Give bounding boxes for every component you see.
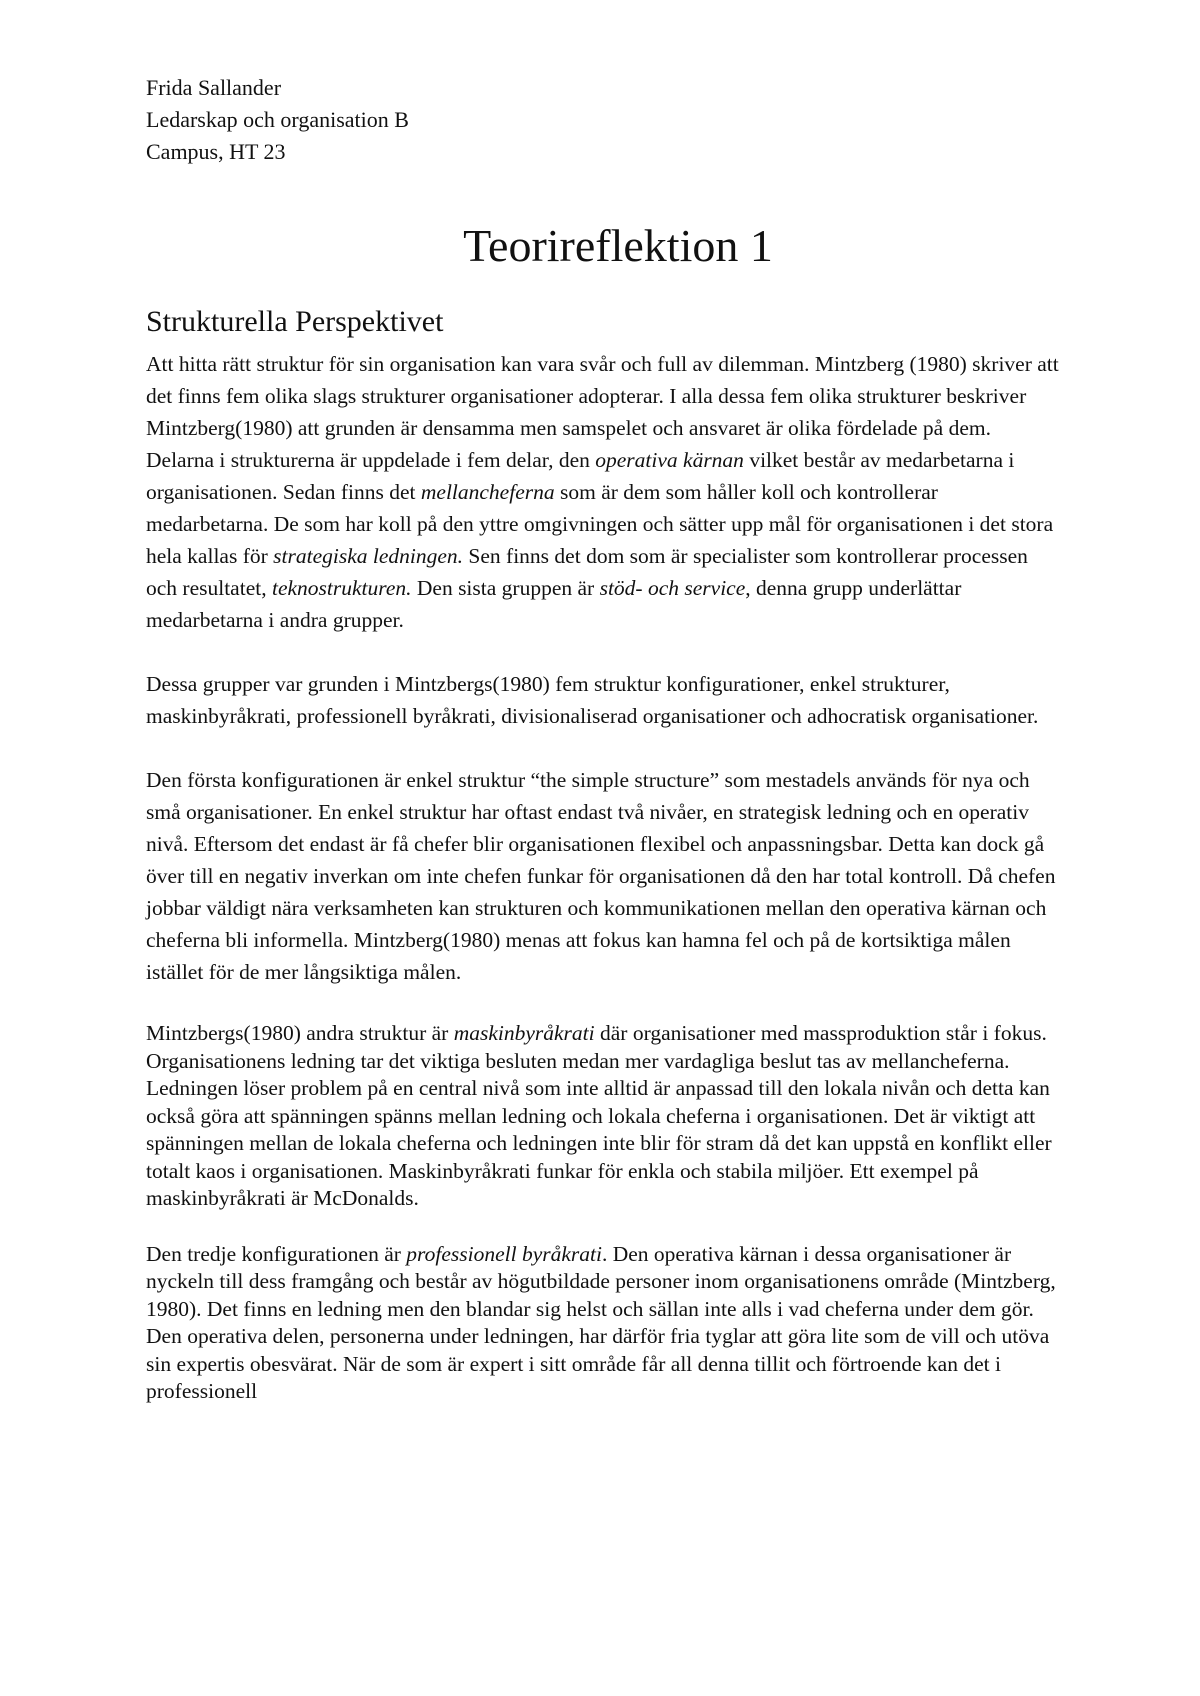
paragraph-1-text-d: Sen finns det dom som är specialister som kontrollerar processen och resultatet, <box>146 544 1028 600</box>
term-mellancheferna: mellancheferna <box>420 480 555 504</box>
term-teknostrukturen: teknostrukturen. <box>271 576 412 600</box>
document-title: Teorireflektion 1 <box>463 220 773 271</box>
term-strategiska-ledningen: strategiska ledningen. <box>273 544 464 568</box>
paragraph-5-text-a: Den tredje konfigurationen är <box>146 1241 407 1266</box>
paragraph-5 <box>146 1241 1060 1406</box>
paragraph-4 <box>146 1020 1060 1213</box>
term-stod-och-service: stöd- och service <box>599 576 746 600</box>
section-heading: Strukturella Perspektivet <box>146 305 444 338</box>
paragraph-1-text-a: Att hitta rätt struktur för sin organisation kan vara svår och full av dilemman. Mintzberg (1980) skriver att det finns fem olika slags strukturer organisationer adopterar. I alla dessa fem olika strukturer beskriver Mintzberg(1980) att grunden är densamma men samspelet och ansvaret är olika fördelade på dem. Delarna i strukturerna är uppdelade i fem delar, den <box>146 352 1059 472</box>
paragraph-3: Den första konfigurationen är enkel struktur “the simple structure” som mestadels används för nya och små organisationer. En enkel struktur har oftast endast två nivåer, en strategisk ledning och en operativ nivå. Eftersom det endast är få chefer blir organisationen flexibel och anpassningsbar. Detta kan dock gå över till en negativ inverkan om inte chefen funkar för organisationen då den har total kontroll. Då chefen jobbar väldigt nära verksamheten kan strukturen och kommunikationen mellan den operativa kärnan och cheferna bli informella. Mintzberg(1980) menas att fokus kan hamna fel och på de kortsiktiga målen istället för de mer långsiktiga målen. <box>146 768 1056 984</box>
paragraph-1-text-b: vilket består av medarbetarna i organisationen. Sedan finns det <box>146 448 1015 504</box>
paragraph-4-text-b: där organisationer med massproduktion står i fokus. Organisationens ledning tar det viktiga besluten medan mer vardagliga beslut tas av mellancheferna. Ledningen löser problem på en central nivå som inte alltid är anpassad till den lokala nivån och detta kan också göra att spänningen spänns mellan ledning och lokala cheferna i organisationen. Det är viktigt att spänningen mellan de lokala cheferna och ledningen inte blir för stram då det kan uppstå en konflikt eller totalt kaos i organisationen. Maskinbyråkrati funkar för enkla och stabila miljöer. Ett exempel på maskinbyråkrati är McDonalds. <box>146 1021 1052 1210</box>
term-professionell-byrakrati: professionell byråkrati <box>406 1241 602 1266</box>
term-operativa-karnan: operativa kärnan <box>595 448 744 472</box>
campus-term: Campus, HT 23 <box>146 139 286 164</box>
paragraph-2: Dessa grupper var grunden i Mintzbergs(1980) fem struktur konfigurationer, enkel strukturer, maskinbyråkrati, professionell byråkrati, divisionaliserad organisationer och adhocratisk organisationer. <box>146 672 1039 728</box>
paragraph-5-text-b: . Den operativa kärnan i dessa organisationer är nyckeln till dess framgång och består av högutbildade personer inom organisationens område (Mintzberg, 1980). Det finns en ledning men den blandar sig helst och sällan inte alls i vad cheferna under dem gör. Den operativa delen, personerna under ledningen, har därför fria tyglar att göra lite som de vill och utöva sin expertis obesvärat. När de som är expert i sitt område får all denna tillit och förtroende kan det i professionell <box>146 1241 1056 1403</box>
paragraph-1-text-g: , denna grupp underlättar medarbetarna i andra grupper. <box>146 576 962 632</box>
paragraph-4-text-a: Mintzbergs(1980) andra struktur är <box>146 1021 454 1045</box>
paragraph-1-text-f: Den sista gruppen är <box>411 576 600 600</box>
paragraph-1 <box>146 348 1060 636</box>
term-maskinbyrakrati: maskinbyråkrati <box>453 1021 595 1045</box>
paragraph-1-text-c: som är dem som håller koll och kontrollerar medarbetarna. De som har koll på den yttre omgivningen och sätter upp mål för organisationen i det stora hela kallas för <box>146 480 1054 568</box>
document-header <box>146 72 1060 168</box>
course-name: Ledarskap och organisation B <box>146 107 409 132</box>
author-name: Frida Sallander <box>146 75 282 100</box>
